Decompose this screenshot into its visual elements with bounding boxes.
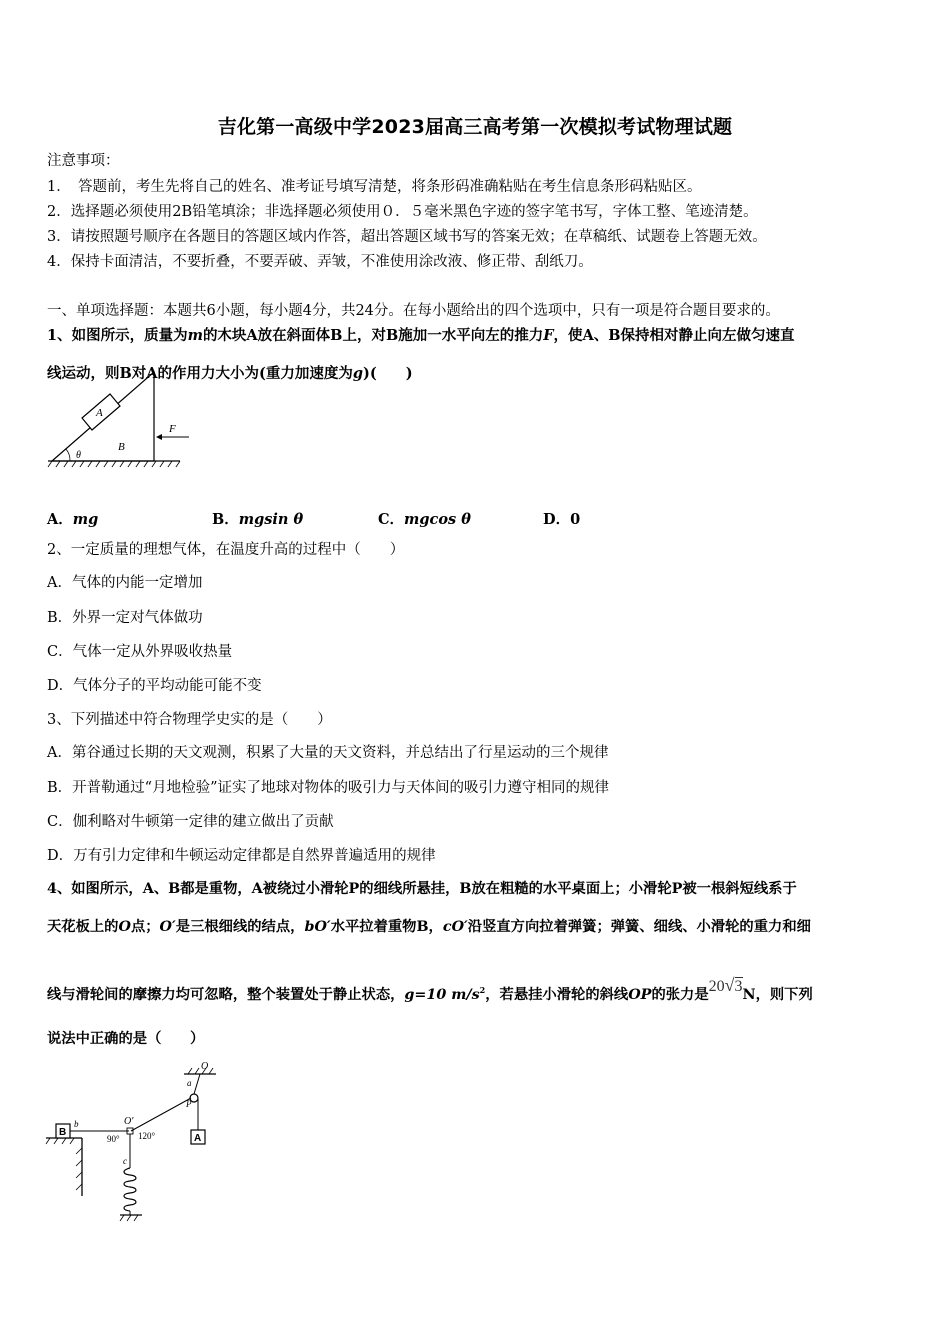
- q4-stem-line4: 说法中正确的是（ ）: [47, 1031, 205, 1047]
- force-arrowhead: [156, 434, 162, 440]
- label-weight-b: B: [59, 1127, 67, 1138]
- label-angle-90: 90°: [107, 1134, 120, 1144]
- section-heading: 一、单项选择题：本题共6小题，每小题4分，共24分。在每小题给出的四个选项中，只有一项是符合题目要求的。: [47, 303, 780, 319]
- q1-stem-line2: 线运动，则B对A的作用力大小为(重力加速度为g)( ): [47, 365, 413, 382]
- q2-option-d: D．气体分子的平均动能可能不变: [47, 678, 262, 694]
- incline-figure: [44, 368, 194, 468]
- label-f: F: [169, 423, 176, 435]
- label-a-point: a: [187, 1078, 192, 1088]
- q4-stem-line1: 4、如图所示，A、B都是重物，A被绕过小滑轮P的细线所悬挂，B放在粗糙的水平桌面上；小滑轮P被一根斜短线系于: [47, 881, 797, 897]
- label-o: O: [201, 1061, 209, 1072]
- label-weight-a: A: [194, 1133, 202, 1144]
- string-o-p: [131, 1098, 191, 1131]
- ground-hatch: [48, 461, 180, 467]
- q1-option-a: A．mg: [47, 511, 99, 528]
- floor-hatch: [120, 1215, 138, 1221]
- page-title: 吉化第一高级中学2023届高三高考第一次模拟考试物理试题: [217, 116, 733, 138]
- notice-item-3: 3．请按照题号顺序在各题目的答题区域内作答，超出答题区域书写的答案无效；在草稿纸、试题卷上答题无效。: [47, 229, 767, 245]
- q4-stem-line3: 线与滑轮间的摩擦力均可忽略，整个装置处于静止状态，g=10 $m/s^2$，若悬挂小滑轮的斜线OP的张力是20√3N，则下列: [47, 974, 813, 1003]
- notice-heading: 注意事项：: [47, 153, 120, 169]
- q4-stem-line2: 天花板上的O点；O′是三根细线的结点，bO′水平拉着重物B，cO′沿竖直方向拉着弹簧；弹簧、细线、小滑轮的重力和细: [47, 919, 811, 935]
- label-o-prime: O′: [124, 1116, 134, 1127]
- notice-item-1: 1． 答题前，考生先将自己的姓名、准考证号填写清楚，将条形码准确粘贴在考生信息条形码粘贴区。: [47, 179, 702, 195]
- q3-option-d: D．万有引力定律和牛顿运动定律都是自然界普遍适用的规律: [47, 848, 436, 864]
- q1-stem-line1: 1、如图所示，质量为m的木块A放在斜面体B上，对B施加一水平向左的推力F，使A、B保持相对静止向左做匀速直: [47, 327, 795, 344]
- label-angle-120: 120°: [138, 1131, 156, 1141]
- pulley-figure: [44, 1060, 224, 1222]
- label-p: P: [186, 1099, 192, 1109]
- label-b-string: b: [74, 1119, 79, 1129]
- q1-option-d: D．0: [543, 511, 581, 528]
- label-theta: θ: [76, 450, 81, 461]
- q3-option-b: B．开普勒通过“月地检验”证实了地球对物体的吸引力与天体间的吸引力遵守相同的规律: [47, 780, 609, 796]
- spring: [124, 1168, 136, 1211]
- string-op: [194, 1074, 200, 1094]
- label-a: A: [96, 407, 103, 419]
- q2-option-a: A．气体的内能一定增加: [47, 575, 203, 591]
- notice-item-4: 4．保持卡面清洁，不要折叠，不要弄破、弄皱，不准使用涂改液、修正带、刮纸刀。: [47, 254, 593, 270]
- q2-option-b: B．外界一定对气体做功: [47, 610, 203, 626]
- label-c: c: [123, 1156, 127, 1166]
- label-b: B: [118, 441, 125, 453]
- q2-option-c: C．气体一定从外界吸收热量: [47, 644, 233, 660]
- table-hatch: [46, 1138, 82, 1190]
- q1-option-b: B．mgsin θ: [212, 511, 304, 528]
- q2-stem: 2、一定质量的理想气体，在温度升高的过程中（ ）: [47, 542, 405, 558]
- tension-value: 20√3: [708, 974, 743, 995]
- q1-option-c: C．mgcos θ: [378, 511, 471, 528]
- angle-arc: [66, 449, 70, 461]
- notice-item-2: 2．选择题必须使用2B铅笔填涂；非选择题必须使用０．５毫米黑色字迹的签字笔书写，字体工整、笔迹清楚。: [47, 204, 758, 220]
- q3-option-c: C．伽利略对牛顿第一定律的建立做出了贡献: [47, 814, 334, 830]
- q3-stem: 3、下列描述中符合物理学史实的是（ ）: [47, 712, 332, 728]
- q3-option-a: A．第谷通过长期的天文观测，积累了大量的天文资料，并总结出了行星运动的三个规律: [47, 745, 609, 761]
